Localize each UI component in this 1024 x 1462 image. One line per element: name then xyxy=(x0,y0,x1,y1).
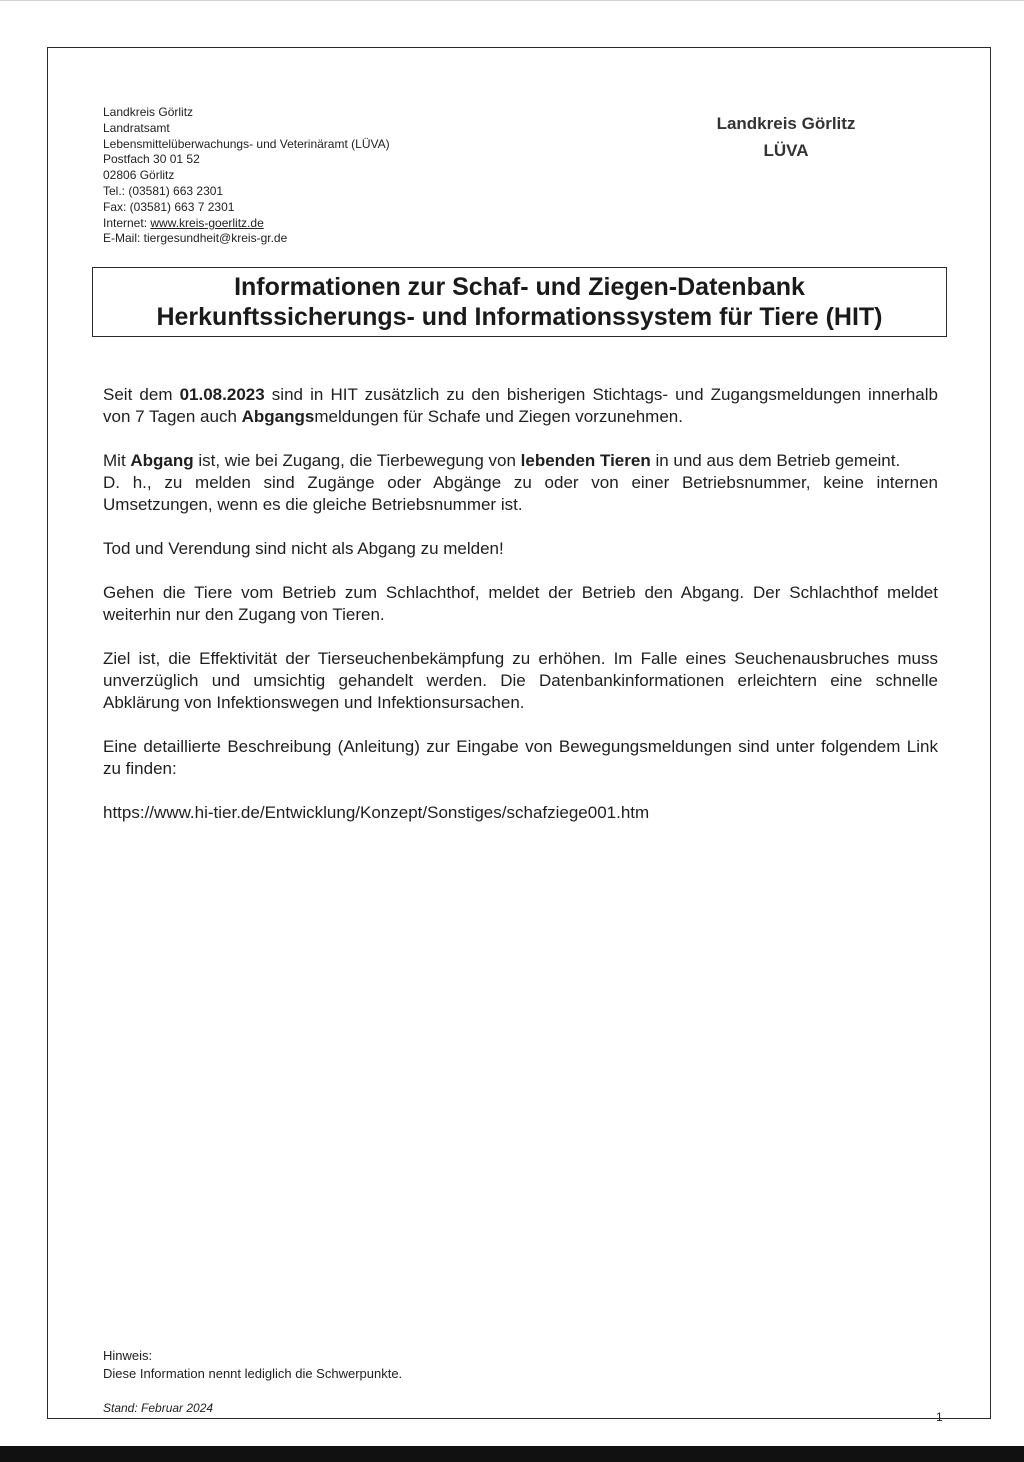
p2-c: ist, wie bei Zugang, die Tierbewegung von xyxy=(193,451,521,470)
page-number: 1 xyxy=(936,1410,943,1424)
scan-edge-top xyxy=(0,0,1024,1)
paragraph-4: Tod und Verendung sind nicht als Abgang zu melden! xyxy=(103,539,504,558)
body-text xyxy=(103,384,938,846)
p1-e: meldungen für Schafe und Ziegen vorzunehmen. xyxy=(314,407,683,426)
stand-date: Stand: Februar 2024 xyxy=(103,1401,214,1415)
title-box xyxy=(92,267,947,337)
sender-fax: Fax: (03581) 663 7 2301 xyxy=(103,199,235,214)
p2-e: in und aus dem Betrieb gemeint. xyxy=(650,451,901,470)
sender-tel: Tel.: (03581) 663 2301 xyxy=(103,183,224,198)
p2-a: Mit xyxy=(103,451,131,470)
sender-email: E-Mail: tiergesundheit@kreis-gr.de xyxy=(103,231,288,246)
note-block xyxy=(103,1347,402,1383)
sender-address-block xyxy=(103,105,523,247)
link-url[interactable]: https://www.hi-tier.de/Entwicklung/Konzept/Sonstiges/schafziege001.htm xyxy=(103,803,650,822)
p2-abgang: Abgang xyxy=(130,451,194,470)
scan-edge-bottom xyxy=(0,1446,1024,1462)
p1-c: sind in HIT zusätzlich zu den bisherigen Stichtags- und Zugangsmeldungen innerhalb von 7 Tagen auch xyxy=(103,385,938,426)
p1-a: Seit dem xyxy=(103,385,180,404)
paragraph-5: Gehen die Tiere vom Betrieb zum Schlachthof, meldet der Betrieb den Abgang. Der Schlachthof meldet weiterhin nur den Zugang von Tieren. xyxy=(103,583,938,624)
org-mark xyxy=(688,110,884,164)
sender-internet-link[interactable]: www.kreis-goerlitz.de xyxy=(150,215,264,230)
sender-internet xyxy=(103,216,523,232)
p2-lebenden-tieren: lebenden Tieren xyxy=(520,451,651,470)
sender-internet-label: Internet: xyxy=(103,215,151,230)
paragraph-1 xyxy=(103,384,938,428)
sender-line-2: Landratsamt xyxy=(103,120,170,135)
paragraph-3: D. h., zu melden sind Zugänge oder Abgänge zu oder von einer Betriebsnummer, keine internen Umsetzungen, wenn es die gleiche Betriebsnummer ist. xyxy=(103,473,938,514)
org-mark-line-1: Landkreis Görlitz xyxy=(716,114,856,133)
sender-line-5: 02806 Görlitz xyxy=(103,168,175,183)
sender-line-4: Postfach 30 01 52 xyxy=(103,152,200,167)
paragraph-6: Ziel ist, die Effektivität der Tierseuchenbekämpfung zu erhöhen. Im Falle eines Seuchenausbruches muss unverzüglich und umsichtig gehandelt werden. Die Datenbankinformationen erleichtern eine schnelle Abklärung von Infektionswegen und Infektionsursachen. xyxy=(103,649,938,712)
note-label: Hinweis: xyxy=(103,1348,153,1363)
p1-abgangs: Abgangs xyxy=(241,407,315,426)
paragraph-7: Eine detaillierte Beschreibung (Anleitung) zur Eingabe von Bewegungsmeldungen sind unter folgendem Link zu finden: xyxy=(103,737,938,778)
org-mark-line-2: LÜVA xyxy=(763,141,809,160)
sender-line-1: Landkreis Görlitz xyxy=(103,105,194,119)
sender-line-3: Lebensmittelüberwachungs- und Veterinäramt (LÜVA) xyxy=(103,136,390,151)
paragraph-2 xyxy=(103,450,938,472)
p1-date: 01.08.2023 xyxy=(179,385,265,404)
note-text: Diese Information nennt lediglich die Schwerpunkte. xyxy=(103,1366,403,1381)
title-line-2: Herkunftssicherungs- und Informationssystem für Tiere (HIT) xyxy=(156,303,883,331)
title-line-1: Informationen zur Schaf- und Ziegen-Datenbank xyxy=(234,273,805,301)
